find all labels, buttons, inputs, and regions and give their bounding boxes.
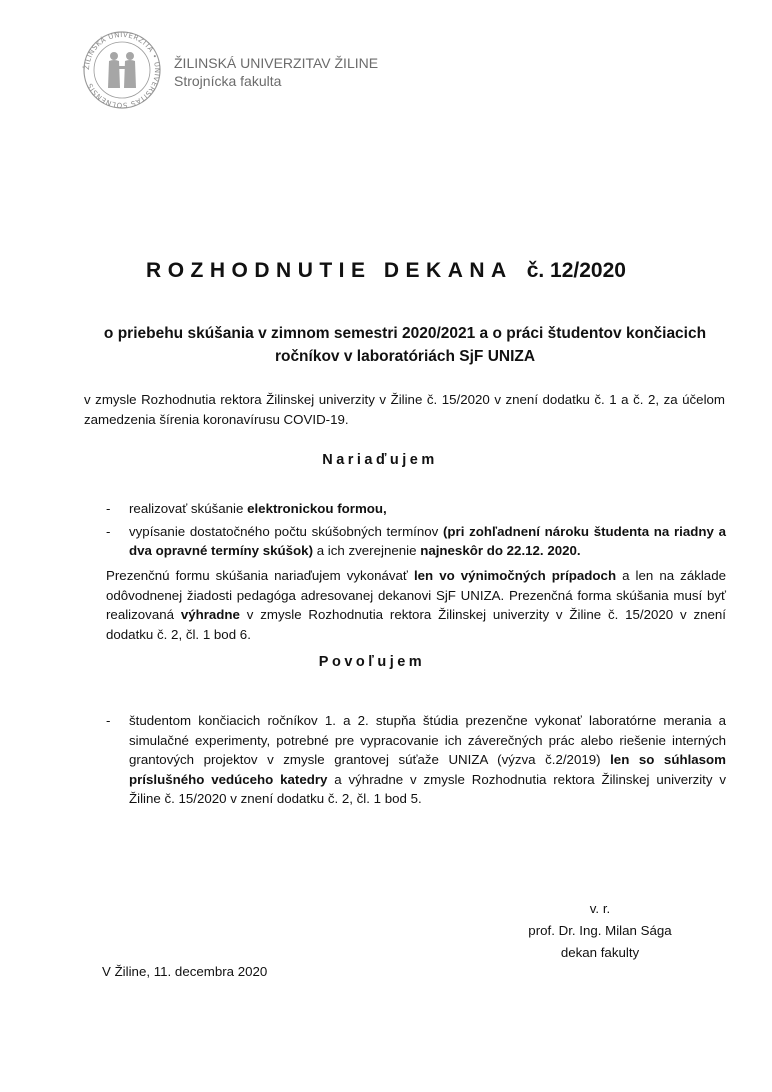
para-text: Prezenčnú formu skúšania nariaďujem vykonávať	[106, 568, 414, 583]
university-seal-logo	[82, 30, 162, 110]
document-number: č. 12/2020	[526, 259, 626, 282]
document-title	[0, 259, 772, 283]
signature-vr: v. r.	[589, 901, 611, 916]
document-title-main: ROZHODNUTIE DEKANA	[146, 259, 513, 282]
item-text: a výhradne v zmysle Rozhodnutia rektora Žilinskej univerzity v Žiline č. 15/2020 v znení dodatku č. 2, čl. 1 bod 5.	[129, 771, 726, 806]
signatory-name: prof. Dr. Ing. Milan Sága	[528, 923, 672, 938]
header-institution	[174, 54, 378, 90]
list-dash: -	[106, 713, 111, 728]
list-dash: -	[106, 523, 111, 539]
list-item	[106, 499, 726, 519]
item-text: vypísanie dostatočného počtu skúšobných termínov	[129, 523, 443, 539]
list-dash: -	[106, 501, 111, 516]
para-bold: výhradne	[180, 607, 240, 622]
signature-block	[500, 898, 700, 964]
place-and-date: V Žiline, 11. decembra 2020	[102, 964, 268, 979]
item-bold: najneskôr do 22.12. 2020.	[420, 543, 581, 558]
item-text: študentom končiacich ročníkov 1. a 2. stupňa štúdia prezenčne vykonať laboratórne merania a simulačné experimenty, potrebné pre vypracovanie ich záverečných prác alebo riešenie interných grantových projektov v zmysle grantovej súťaže UNIZA (výzva č.2/2019)	[129, 713, 726, 767]
subtitle-line-1: o priebehu skúšania v zimnom semestri 2020/2021 a o práci študentov končiacich	[103, 325, 707, 342]
faculty-name: Strojnícka fakulta	[174, 73, 282, 89]
subtitle-line-2: ročníkov v laboratóriách SjF UNIZA	[274, 348, 536, 365]
seal-text: ŽILINSKÁ UNIVERZITA • UNIVERSITAS SOLNENSIS	[82, 30, 162, 110]
para-text: a len na základe odôvodnenej žiadosti pedagóga adresovanej dekanovi SjF UNIZA. Prezenčná forma skúšania musí byť realizovaná	[106, 568, 726, 622]
list-item	[106, 711, 726, 809]
orders-list	[106, 499, 726, 564]
university-name: ŽILINSKÁ UNIVERZITAV ŽILINE	[174, 55, 379, 71]
section-heading-nariadujem: Nariaďujem	[322, 452, 438, 468]
para-text: v zmysle Rozhodnutia rektora Žilinskej univerzity v Žiline č. 15/2020 v znení dodatku č. 2, čl. 1 bod 6.	[106, 607, 726, 642]
para-bold: len vo výnimočných prípadoch	[413, 568, 617, 583]
item-bold: elektronickou formou,	[247, 501, 387, 516]
intro-paragraph: v zmysle Rozhodnutia rektora Žilinskej univerzity v Žiline č. 15/2020 v znení dodatku č. 1 a č. 2, za účelom zamedzenia šírenia koronavírusu COVID-19.	[84, 392, 725, 427]
item-text: realizovať skúšanie	[129, 501, 248, 516]
item-bold: (pri zohľadnení nároku študenta na riadny a dva opravné termíny skúšok)	[129, 523, 727, 558]
document-subtitle	[80, 322, 730, 368]
exam-form-paragraph	[106, 566, 726, 644]
item-bold: len so súhlasom príslušného vedúceho katedry	[129, 752, 726, 787]
item-text: a ich zverejnenie	[313, 543, 421, 558]
section-heading-povolujem: Povoľujem	[318, 654, 426, 670]
list-item	[106, 522, 726, 561]
signatory-role: dekan fakulty	[560, 945, 640, 960]
permissions-list	[106, 711, 726, 809]
